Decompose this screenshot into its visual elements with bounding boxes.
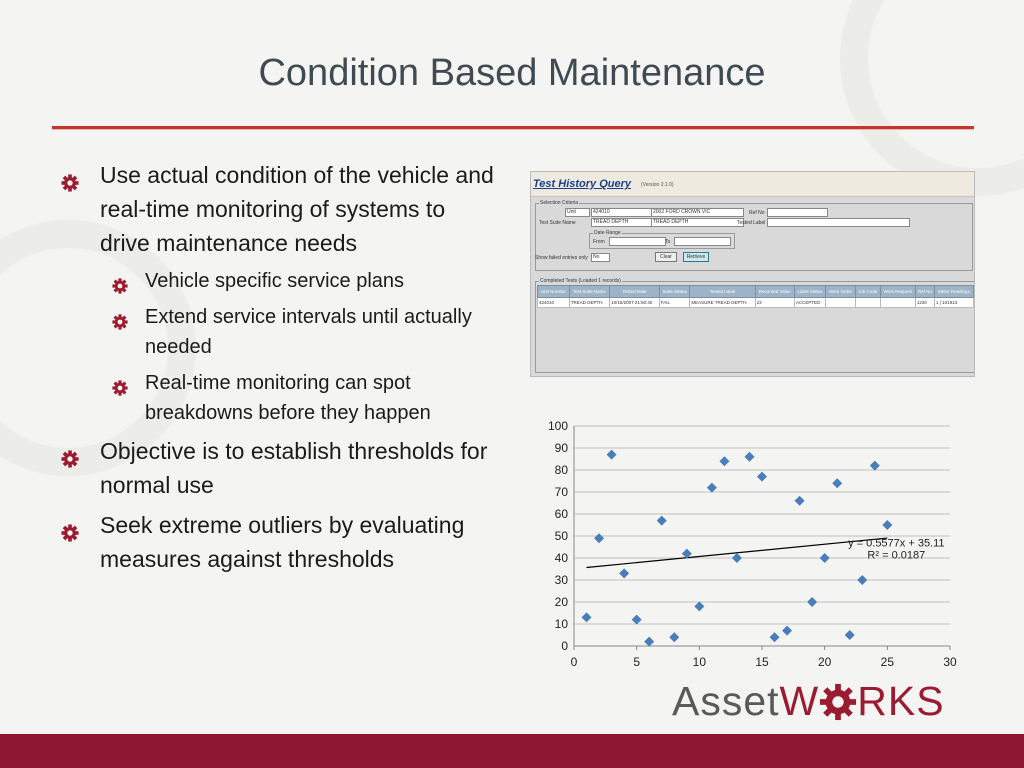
data-point bbox=[657, 516, 667, 526]
y-tick-label: 60 bbox=[554, 507, 568, 521]
data-point bbox=[644, 637, 654, 647]
y-tick-label: 30 bbox=[554, 573, 568, 587]
gear-icon bbox=[61, 443, 79, 461]
ref-no-field[interactable] bbox=[767, 208, 828, 217]
tested-label-field[interactable] bbox=[767, 218, 910, 227]
data-point bbox=[857, 575, 867, 585]
logo-text-asset: Asset bbox=[672, 678, 780, 724]
data-point bbox=[719, 456, 729, 466]
x-tick-label: 20 bbox=[817, 655, 832, 669]
y-tick-label: 100 bbox=[547, 419, 568, 433]
x-tick-label: 15 bbox=[755, 655, 769, 669]
column-header[interactable]: Tested Date bbox=[610, 286, 660, 298]
test-suite-description-field: TREAD DEPTH bbox=[651, 218, 744, 227]
trendline bbox=[587, 538, 888, 567]
data-point bbox=[832, 478, 842, 488]
logo-text-rks: RKS bbox=[857, 678, 945, 724]
r-squared-label: R² = 0.0187 bbox=[867, 549, 926, 562]
x-tick-label: 5 bbox=[633, 655, 641, 669]
assetworks-logo bbox=[672, 678, 945, 725]
bullet-text: Seek extreme outliers by evaluating measures against thresholds bbox=[100, 512, 465, 572]
table-cell bbox=[826, 298, 855, 308]
y-tick-label: 20 bbox=[554, 595, 568, 609]
test-suite-label: Test Suite Name bbox=[539, 220, 576, 226]
bullet-item bbox=[58, 158, 498, 260]
screenshot-header bbox=[531, 172, 974, 197]
data-point bbox=[770, 632, 780, 642]
data-point bbox=[669, 632, 679, 642]
to-date-field[interactable] bbox=[674, 237, 731, 246]
sub-bullet-item bbox=[58, 266, 498, 296]
column-header[interactable]: Test Suite Name bbox=[569, 286, 609, 298]
selection-criteria-label: Selection Criteria bbox=[540, 200, 579, 206]
sub-bullet-item bbox=[58, 368, 498, 428]
bullet-item bbox=[58, 508, 498, 576]
data-point bbox=[870, 461, 880, 471]
data-point bbox=[732, 553, 742, 563]
data-point bbox=[594, 533, 604, 543]
background-gear-decoration bbox=[840, 0, 1024, 196]
bullet-text: Real-time monitoring can spot breakdowns before they happen bbox=[145, 372, 431, 424]
table-cell: 1230 bbox=[915, 298, 934, 308]
column-header[interactable]: Meter Readings bbox=[934, 286, 973, 298]
table-cell: 10/15/2007 21:50:40 bbox=[610, 298, 660, 308]
data-point bbox=[744, 452, 754, 462]
gear-icon bbox=[61, 517, 79, 535]
to-label: To bbox=[665, 239, 671, 245]
from-label: From bbox=[593, 239, 605, 245]
bullet-text: Objective is to establish thresholds for normal use bbox=[100, 438, 488, 498]
data-point bbox=[782, 626, 792, 636]
data-point bbox=[582, 612, 592, 622]
column-header[interactable]: Ref No bbox=[915, 286, 934, 298]
gear-icon bbox=[112, 309, 128, 325]
y-tick-label: 0 bbox=[561, 639, 568, 653]
table-cell bbox=[855, 298, 880, 308]
screenshot-title: Test History Query bbox=[533, 178, 632, 190]
completed-tests-label: Completed Tests (Loaded 1 records) bbox=[540, 278, 621, 284]
table-cell: ACCEPTED bbox=[794, 298, 825, 308]
test-suite-field[interactable]: TREAD DEPTH bbox=[591, 218, 652, 227]
bullet-text: Vehicle specific service plans bbox=[145, 270, 405, 292]
column-header[interactable]: Work Request bbox=[880, 286, 915, 298]
data-point bbox=[694, 601, 704, 611]
from-date-field[interactable] bbox=[609, 237, 666, 246]
y-tick-label: 40 bbox=[554, 551, 568, 565]
y-tick-label: 10 bbox=[554, 617, 568, 631]
x-tick-label: 25 bbox=[880, 655, 895, 669]
table-cell: 1 | 101913 bbox=[934, 298, 973, 308]
table-cell: 424010 bbox=[538, 298, 570, 308]
data-point bbox=[820, 553, 830, 563]
slide-title: Condition Based Maintenance bbox=[258, 52, 766, 94]
data-point bbox=[707, 483, 717, 493]
scatter-chart bbox=[530, 418, 970, 680]
table-row[interactable] bbox=[538, 298, 974, 308]
bullet-item bbox=[58, 434, 498, 502]
gear-icon bbox=[112, 375, 128, 391]
bullet-text: Use actual condition of the vehicle and real-time monitoring of systems to drive maintenance needs bbox=[100, 162, 494, 256]
column-header[interactable]: Tested Label bbox=[690, 286, 755, 298]
trendline-equation: y = 0.5577x + 35.11 bbox=[848, 537, 945, 550]
unit-description-field: 2002 FORD CROWN VIC bbox=[651, 208, 744, 217]
column-header[interactable]: Label Status bbox=[794, 286, 825, 298]
logo-gear-icon bbox=[819, 683, 857, 721]
x-tick-label: 10 bbox=[692, 655, 707, 669]
results-table bbox=[537, 285, 974, 308]
y-tick-label: 70 bbox=[554, 485, 568, 499]
show-failed-label: Show failed entries only bbox=[535, 255, 588, 261]
tested-label-label: Tested Label bbox=[737, 220, 766, 226]
data-point bbox=[632, 615, 642, 625]
table-cell bbox=[880, 298, 915, 308]
column-header[interactable]: Recorded Value bbox=[755, 286, 794, 298]
x-tick-label: 0 bbox=[570, 655, 578, 669]
title-divider bbox=[52, 126, 974, 129]
column-header[interactable]: Job Code bbox=[855, 286, 880, 298]
unit-select[interactable]: Unit bbox=[565, 208, 590, 217]
gear-icon bbox=[61, 167, 79, 185]
test-history-query-screenshot bbox=[530, 171, 975, 377]
bullet-text: Extend service intervals until actually needed bbox=[145, 306, 472, 358]
gear-icon bbox=[112, 273, 128, 289]
column-header[interactable]: Work Order bbox=[826, 286, 855, 298]
data-point bbox=[607, 450, 617, 460]
screenshot-version: (Version 2.1.0) bbox=[641, 182, 674, 188]
logo-text-w: W bbox=[779, 678, 820, 724]
data-point bbox=[882, 520, 892, 530]
table-cell: TREAD DEPTH bbox=[569, 298, 609, 308]
x-tick-label: 30 bbox=[943, 655, 957, 669]
column-header[interactable]: Unit Number bbox=[538, 286, 570, 298]
table-cell: 23 bbox=[755, 298, 794, 308]
bullet-list bbox=[58, 158, 498, 582]
date-range-label: Date Range bbox=[594, 230, 621, 236]
data-point bbox=[619, 568, 629, 578]
y-tick-label: 50 bbox=[554, 529, 568, 543]
footer-bar bbox=[0, 734, 1024, 768]
ref-no-label: Ref No bbox=[749, 210, 765, 216]
y-tick-label: 90 bbox=[554, 441, 568, 455]
clear-button[interactable]: Clear bbox=[655, 252, 677, 262]
y-tick-label: 80 bbox=[554, 463, 568, 477]
show-failed-select[interactable]: No bbox=[591, 253, 610, 262]
table-cell: FAIL bbox=[659, 298, 690, 308]
unit-number-field[interactable]: 424010 bbox=[591, 208, 652, 217]
data-point bbox=[757, 472, 767, 482]
data-point bbox=[845, 630, 855, 640]
sub-bullet-item bbox=[58, 302, 498, 362]
data-point bbox=[807, 597, 817, 607]
column-header[interactable]: Suite Status bbox=[659, 286, 690, 298]
table-cell: MEASURE TREAD DEPTH bbox=[690, 298, 755, 308]
data-point bbox=[795, 496, 805, 506]
retrieve-button[interactable]: Retrieve bbox=[683, 252, 709, 262]
